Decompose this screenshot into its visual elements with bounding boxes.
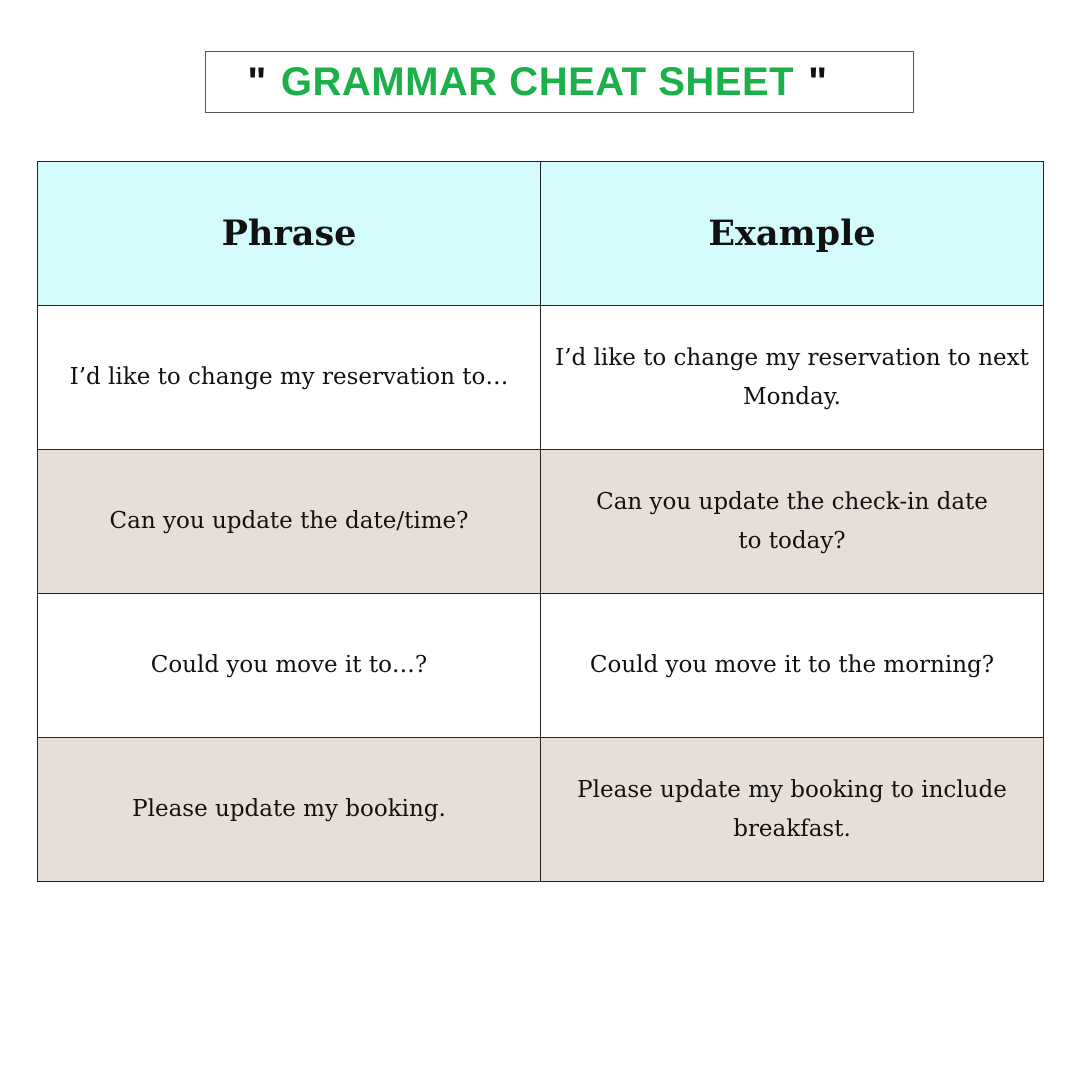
table-row [38, 450, 1044, 594]
page-title-box [205, 51, 914, 113]
phrase-cell: I’d like to change my reservation to… [38, 306, 541, 450]
phrase-cell: Please update my booking. [38, 738, 541, 882]
page-title [247, 60, 827, 105]
example-cell: Can you update the check-in date to today? [541, 450, 1044, 594]
table-row [38, 306, 1044, 450]
table-row [38, 594, 1044, 738]
column-header-example: Example [541, 162, 1044, 306]
example-cell: Please update my booking to include breakfast. [541, 738, 1044, 882]
title-open-quote: " [247, 59, 267, 104]
example-cell: Could you move it to the morning? [541, 594, 1044, 738]
cheat-sheet-table [37, 161, 1044, 882]
example-cell: I’d like to change my reservation to next Monday. [541, 306, 1044, 450]
column-header-phrase: Phrase [38, 162, 541, 306]
title-close-quote: " [808, 59, 828, 104]
phrase-cell: Can you update the date/time? [38, 450, 541, 594]
table-row [38, 738, 1044, 882]
table-header-row [38, 162, 1044, 306]
phrase-cell: Could you move it to…? [38, 594, 541, 738]
title-text: GRAMMAR CHEAT SHEET [280, 59, 795, 104]
